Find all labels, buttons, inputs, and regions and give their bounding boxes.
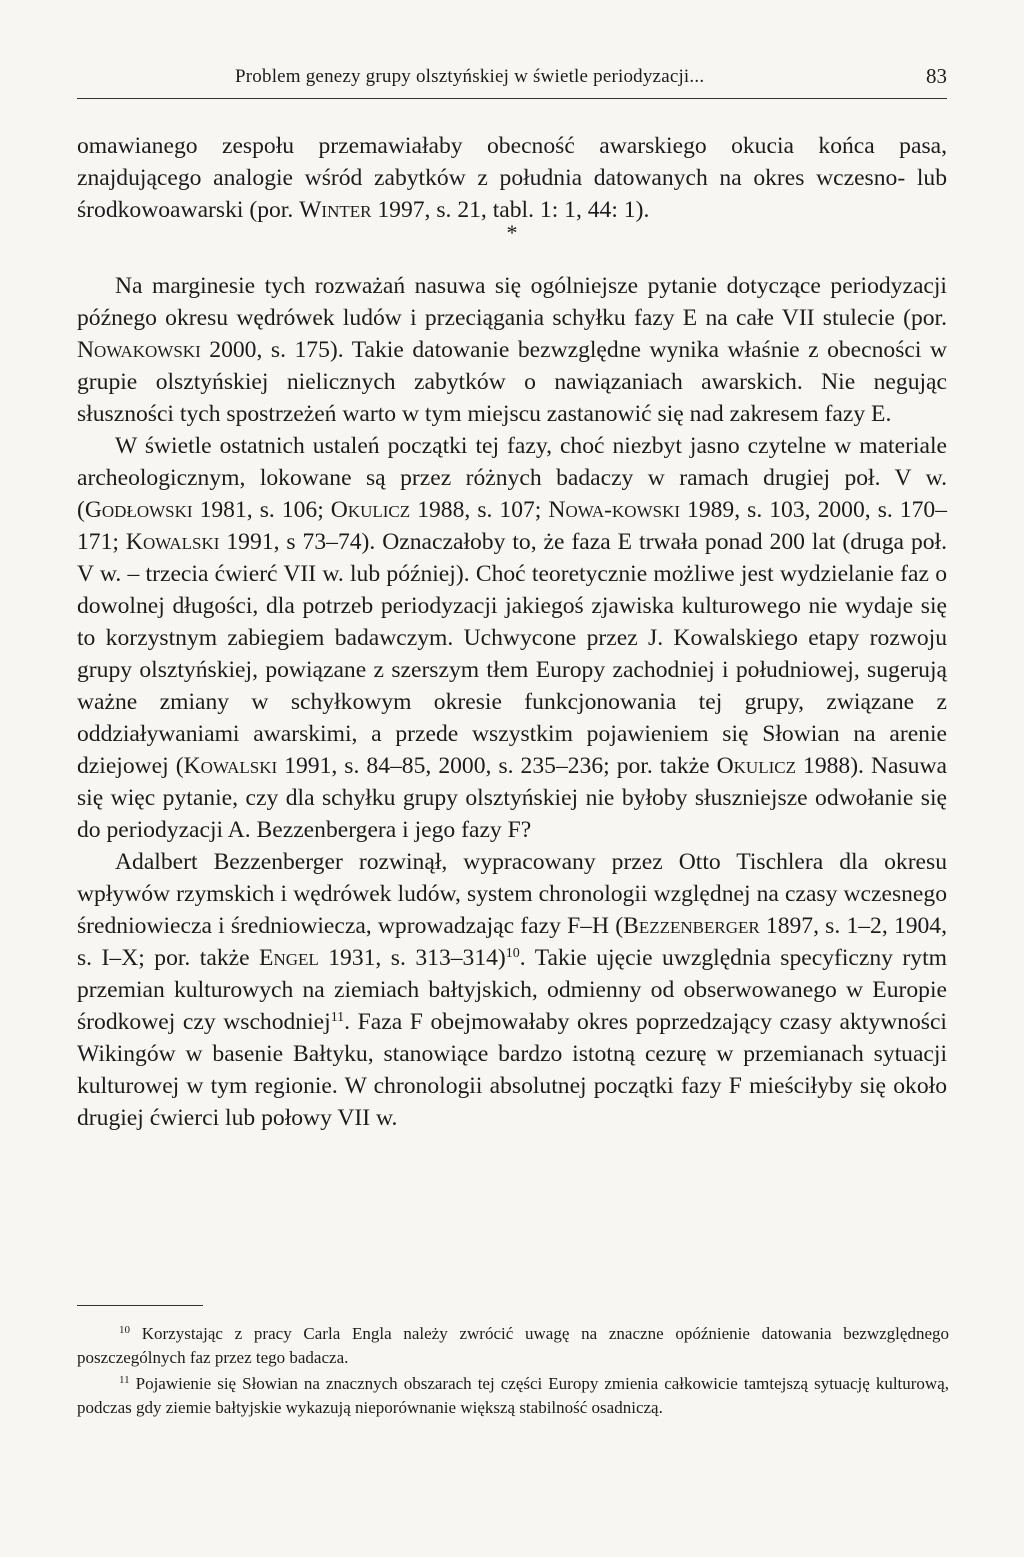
author-citation: Bezzenberger <box>623 913 760 939</box>
page-number: 83 <box>926 64 947 88</box>
text-run: 2000, s. 175). Takie datowanie bezwzględne wynika właśnie z obecności w grupie olsztyńskiej nielicznych zabytków o nawiązaniach awarskich. Nie negując słuszności tych spostrzeżeń warto w tym miejscu zastanowić się nad zakresem fazy E. <box>77 337 947 427</box>
footnote-number: 10 <box>119 1324 130 1336</box>
footnote-number: 11 <box>119 1374 130 1386</box>
footnote-divider <box>77 1305 203 1306</box>
text-run: 1897, s. 1–2, 1904, s. I–X; por. także <box>77 913 947 971</box>
text-run: 1991, s. 84–85, 2000, s. 235–236; por. także <box>277 753 717 779</box>
author-citation: Okulicz <box>330 497 411 523</box>
paragraph <box>77 270 947 430</box>
running-head <box>77 64 947 99</box>
text-run: Adalbert Bezzenberger rozwinął, wypracowany przez Otto Tischlera dla okresu wpływów rzymskich i wędrówek ludów, system chronologii względnej na czasy wczesnego średniowiecza i średniowiecza, wprowadzając fazy F–H ( <box>77 849 947 939</box>
text-run: Na marginesie tych rozważań nasuwa się ogólniejsze pytanie dotyczące periodyzacji późnego okresu wędrówek ludów i przeciągania schyłku fazy E na całe VII stulecie (por. <box>77 273 947 331</box>
text-run: . Faza F obejmowałaby okres poprzedzający czasy aktywności Wikingów w basenie Bałtyku, stanowiące bardzo istotną cezurę w przemianach sytuacji kulturowej w tym regionie. W chronologii absolutnej początki fazy F mieściłyby się około drugiej ćwierci lub połowy VII w. <box>77 1009 947 1131</box>
footnote <box>77 1322 949 1369</box>
section-separator: * <box>506 220 518 245</box>
author-citation: Engel <box>259 945 319 971</box>
text-run: 1981, s. 106; <box>192 497 331 523</box>
author-citation: Winter <box>299 197 372 223</box>
text-run: 1931, s. 313–314) <box>318 945 506 971</box>
text-run: 1988). Nasuwa się więc pytanie, czy dla schyłku grupy olsztyńskiej nie byłoby słuszniejsze odwołanie się do periodyzacji A. Bezzenbergera i jego fazy F? <box>77 753 947 843</box>
paragraph-continued <box>77 130 947 226</box>
footnotes <box>77 1322 949 1422</box>
author-citation: Nowakowski <box>77 337 201 363</box>
text-run: 1988, s. 107; <box>410 497 549 523</box>
text-run: 1997, s. 21, tabl. 1: 1, 44: 1). <box>371 197 650 223</box>
paragraph <box>77 430 947 846</box>
main-text <box>77 130 947 1134</box>
footnote-text: Korzystając z pracy Carla Engla należy zwrócić uwagę na znaczne opóźnienie datowania bezwzględnego poszczególnych faz przez tego badacza. <box>77 1324 949 1367</box>
text-run: W świetle ostatnich ustaleń początki tej fazy, choć niezbyt jasno czytelne w materiale archeologicznym, lokowane są przez różnych badaczy w ramach drugiej poł. V w. ( <box>77 433 947 523</box>
author-citation: Kowalski <box>125 529 220 555</box>
text-run: . Takie ujęcie uwzględnia specyficzny rytm przemian kulturowych na ziemiach bałtyjskich, odmienny od obserwowanego w Europie środkowej czy wschodniej <box>77 945 947 1035</box>
author-citation: Kowalski <box>183 753 278 779</box>
author-citation: Okulicz <box>716 753 796 779</box>
paragraph <box>77 846 947 1134</box>
author-citation: Nowa-kowski <box>548 497 681 523</box>
footnote-ref[interactable]: 10 <box>505 946 520 961</box>
text-run: omawianego zespołu przemawiałaby obecność awarskiego okucia końca pasa, znajdującego analogie wśród zabytków z południa datowanych na okres wczesno- lub środkowoawarski (por. <box>77 133 947 223</box>
running-head-title: Problem genezy grupy olsztyńskiej w świetle periodyzacji... <box>235 66 705 87</box>
footnote-text: Pojawienie się Słowian na znacznych obszarach tej części Europy zmienia całkowicie tamtejszą sytuację kulturową, podczas gdy ziemie bałtyjskie wykazują nieporównanie większą stabilność osadniczą. <box>77 1374 949 1417</box>
author-citation: Godłowski <box>84 497 193 523</box>
footnote-ref[interactable]: 11 <box>330 1010 345 1025</box>
text-run: 1991, s 73–74). Oznaczałoby to, że faza E trwała ponad 200 lat (druga poł. V w. – trzecia ćwierć VII w. lub później). Choć teoretycznie możliwe jest wydzielanie faz o dowolnej długości, dla potrzeb periodyzacji jakiegoś zjawiska kulturowego nie wydaje się to korzystnym zabiegiem badawczym. Uchwycone przez J. Kowalskiego etapy rozwoju grupy olsztyńskiej, powiązane z szerszym tłem Europy zachodniej i południowej, sugerują ważne zmiany w schyłkowym okresie funkcjonowania tej grupy, związane z oddziaływaniami awarskimi, a przede wszystkim pojawieniem się Słowian na arenie dziejowej ( <box>77 529 947 779</box>
text-run: 1989, s. 103, 2000, s. 170–171; <box>77 497 947 555</box>
footnote <box>77 1372 949 1419</box>
